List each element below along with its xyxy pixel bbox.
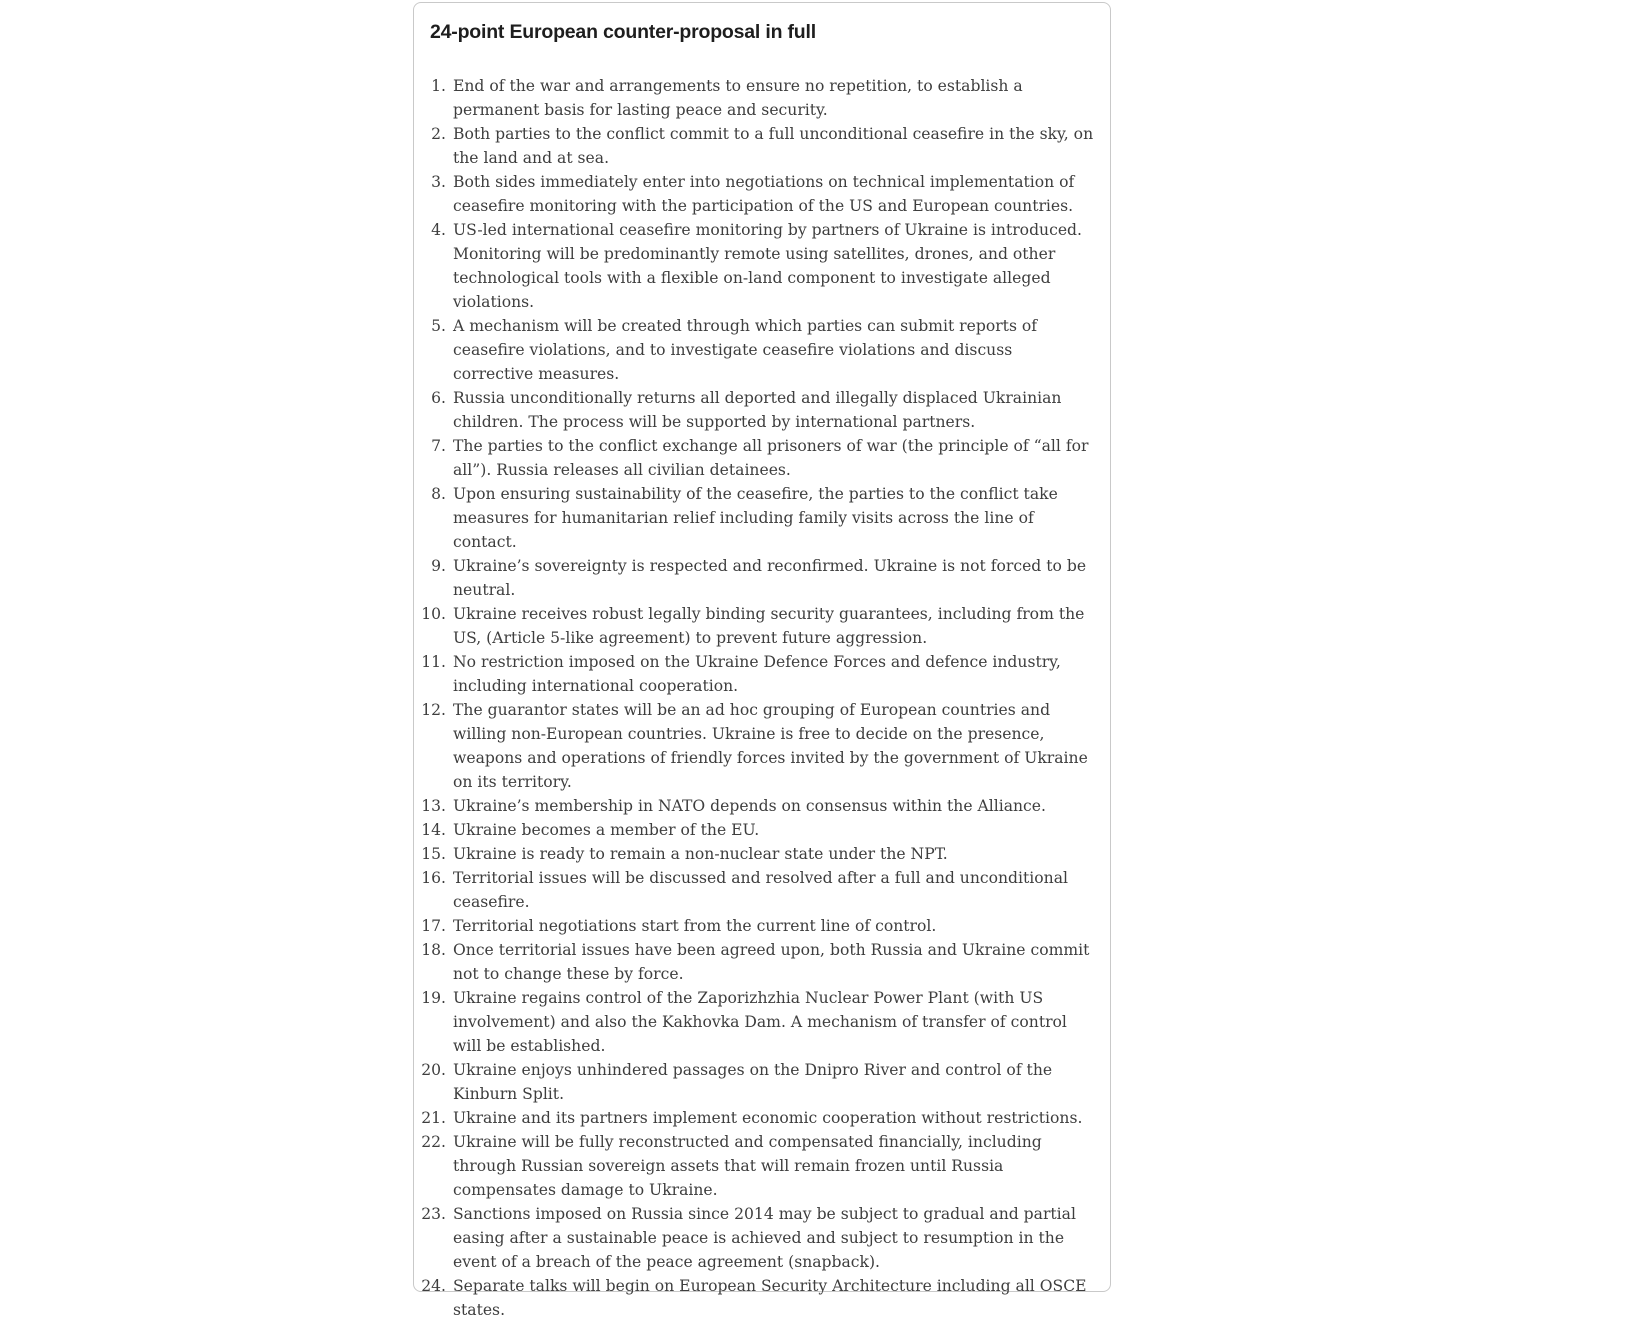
proposal-item-number: 11. <box>421 653 446 671</box>
proposal-item-text: Territorial negotiations start from the current line of control. <box>453 917 937 935</box>
proposal-item <box>414 554 1104 602</box>
proposal-item-text: Both sides immediately enter into negotiations on technical implementation of ceasefire monitoring with the participation of the US and European countries. <box>453 173 1075 215</box>
proposal-item-number: 17. <box>421 917 446 935</box>
proposal-item-number: 7. <box>431 437 446 455</box>
proposal-item-number: 6. <box>431 389 446 407</box>
proposal-item-number: 8. <box>431 485 446 503</box>
proposal-item-text: Upon ensuring sustainability of the ceasefire, the parties to the conflict take measures for humanitarian relief including family visits across the line of contact. <box>453 485 1058 551</box>
proposal-item-number: 24. <box>421 1277 446 1295</box>
card-title: 24-point European counter-proposal in full <box>430 21 816 43</box>
proposal-item <box>414 698 1104 794</box>
proposal-item-text: US-led international ceasefire monitoring by partners of Ukraine is introduced. Monitoring will be predominantly remote using satellites, drones, and other technological tools with a flexible on-land component to investigate alleged violations. <box>453 221 1082 311</box>
proposal-item-text: Once territorial issues have been agreed upon, both Russia and Ukraine commit not to change these by force. <box>453 941 1090 983</box>
proposal-item-number: 23. <box>421 1205 446 1223</box>
proposal-item-text: No restriction imposed on the Ukraine Defence Forces and defence industry, including international cooperation. <box>453 653 1061 695</box>
proposal-item-number: 18. <box>421 941 446 959</box>
proposal-item-text: A mechanism will be created through which parties can submit reports of ceasefire violations, and to investigate ceasefire violations and discuss corrective measures. <box>453 317 1038 383</box>
proposal-item-number: 9. <box>431 557 446 575</box>
article-card <box>413 2 1111 1319</box>
proposal-item-number: 2. <box>431 125 446 143</box>
proposal-item <box>414 1274 1104 1322</box>
proposal-item <box>414 650 1104 698</box>
proposal-item <box>414 986 1104 1058</box>
proposal-item <box>414 218 1104 314</box>
proposal-item <box>414 818 1104 842</box>
proposal-item <box>414 386 1104 434</box>
proposal-item-text: Ukraine is ready to remain a non-nuclear state under the NPT. <box>453 845 948 863</box>
proposal-item-number: 10. <box>421 605 446 623</box>
proposal-list <box>414 74 1104 1322</box>
proposal-item <box>414 938 1104 986</box>
proposal-item <box>414 914 1104 938</box>
proposal-item-text: Ukraine enjoys unhindered passages on the Dnipro River and control of the Kinburn Split. <box>453 1061 1053 1103</box>
proposal-item-text: The guarantor states will be an ad hoc grouping of European countries and willing non-European countries. Ukraine is free to decide on the presence, weapons and operations of friendly forces invited by the government of Ukraine on its territory. <box>453 701 1088 791</box>
proposal-item-number: 5. <box>431 317 446 335</box>
proposal-item-number: 3. <box>431 173 446 191</box>
proposal-item-number: 4. <box>431 221 446 239</box>
proposal-item <box>414 1106 1104 1130</box>
proposal-item-text: End of the war and arrangements to ensure no repetition, to establish a permanent basis for lasting peace and security. <box>453 77 1023 119</box>
proposal-item <box>414 1202 1104 1274</box>
proposal-item-text: Ukraine regains control of the Zaporizhzhia Nuclear Power Plant (with US involvement) and also the Kakhovka Dam. A mechanism of transfer of control will be established. <box>453 989 1067 1055</box>
proposal-item-text: Ukraine receives robust legally binding security guarantees, including from the US, (Article 5-like agreement) to prevent future aggression. <box>453 605 1085 647</box>
proposal-item-number: 22. <box>421 1133 446 1151</box>
proposal-item <box>414 866 1104 914</box>
proposal-item <box>414 74 1104 122</box>
proposal-item-text: Ukraine and its partners implement economic cooperation without restrictions. <box>453 1109 1083 1127</box>
proposal-item-number: 15. <box>421 845 446 863</box>
proposal-item <box>414 434 1104 482</box>
proposal-item <box>414 314 1104 386</box>
proposal-item-text: Ukraine will be fully reconstructed and compensated financially, including through Russian sovereign assets that will remain frozen until Russia compensates damage to Ukraine. <box>453 1133 1042 1199</box>
proposal-item-text: The parties to the conflict exchange all prisoners of war (the principle of “all for all”). Russia releases all civilian detainees. <box>453 437 1089 479</box>
proposal-item <box>414 1130 1104 1202</box>
proposal-item-number: 13. <box>421 797 446 815</box>
proposal-item <box>414 842 1104 866</box>
proposal-item-number: 19. <box>421 989 446 1007</box>
proposal-item-text: Ukraine’s membership in NATO depends on consensus within the Alliance. <box>453 797 1046 815</box>
proposal-item-text: Ukraine’s sovereignty is respected and reconfirmed. Ukraine is not forced to be neutral. <box>453 557 1087 599</box>
proposal-item-number: 16. <box>421 869 446 887</box>
proposal-item <box>414 794 1104 818</box>
proposal-item <box>414 602 1104 650</box>
proposal-item-number: 21. <box>421 1109 446 1127</box>
proposal-item-number: 12. <box>421 701 446 719</box>
proposal-item-number: 20. <box>421 1061 446 1079</box>
proposal-item-text: Territorial issues will be discussed and resolved after a full and unconditional ceasefire. <box>453 869 1068 911</box>
proposal-item-text: Sanctions imposed on Russia since 2014 may be subject to gradual and partial easing after a sustainable peace is achieved and subject to resumption in the event of a breach of the peace agreement (snapback). <box>453 1205 1076 1271</box>
proposal-item <box>414 482 1104 554</box>
proposal-item <box>414 170 1104 218</box>
proposal-item <box>414 1058 1104 1106</box>
proposal-item-text: Russia unconditionally returns all deported and illegally displaced Ukrainian children. The process will be supported by international partners. <box>453 389 1062 431</box>
proposal-item-text: Ukraine becomes a member of the EU. <box>453 821 760 839</box>
proposal-item-number: 14. <box>421 821 446 839</box>
proposal-item <box>414 122 1104 170</box>
proposal-item-text: Separate talks will begin on European Security Architecture including all OSCE states. <box>453 1277 1087 1319</box>
proposal-item-number: 1. <box>431 77 446 95</box>
proposal-item-text: Both parties to the conflict commit to a full unconditional ceasefire in the sky, on the land and at sea. <box>453 125 1094 167</box>
